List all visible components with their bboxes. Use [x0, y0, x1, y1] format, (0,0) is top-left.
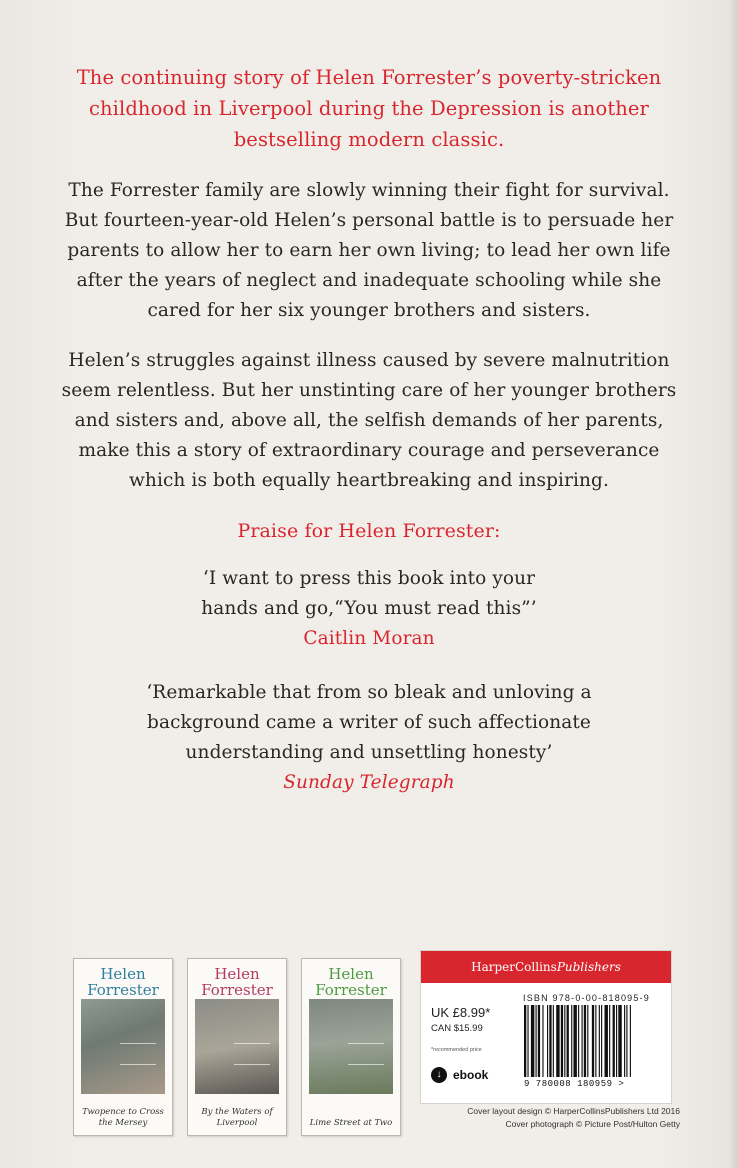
lead-line: childhood in Liverpool during the Depression is another	[89, 97, 649, 120]
author-first: Helen	[214, 965, 260, 983]
book-title	[190, 1107, 284, 1129]
cover-photo	[81, 999, 165, 1094]
barcode-bar	[626, 1005, 627, 1077]
author-first: Helen	[100, 965, 146, 983]
text-line: parents to allow her to earn her own living; to lead her own life	[67, 240, 671, 261]
isbn-label: ISBN 978-0-00-818095-9	[523, 993, 650, 1003]
photo-credit: Cover photograph © Picture Post/Hulton Getty	[505, 1119, 680, 1129]
book-title-line: Liverpool	[216, 1118, 258, 1128]
praise-quote-2	[60, 678, 678, 798]
description-paragraph-1	[60, 176, 678, 326]
barcode-bar	[561, 1005, 563, 1077]
text-line: which is both equally heartbreaking and inspiring.	[129, 470, 609, 491]
text-line: make this a story of extraordinary courage and perseverance	[78, 440, 660, 461]
quote-line: ‘Remarkable that from so bleak and unloving a	[146, 682, 592, 703]
text-line: after the years of neglect and inadequate schooling while she	[76, 270, 662, 291]
barcode-bar	[609, 1005, 610, 1077]
book-author	[188, 966, 286, 998]
barcode-bar	[549, 1005, 551, 1077]
description-paragraph-2	[60, 346, 678, 496]
ebook-label: ebook	[453, 1068, 489, 1082]
barcode-bar	[571, 1005, 572, 1077]
book-title-line: Twopence to Cross	[82, 1107, 164, 1117]
quote-line: understanding and unsettling honesty’	[185, 742, 553, 763]
book-thumbnail-3	[301, 958, 401, 1136]
barcode-bar	[599, 1005, 600, 1077]
lead-line: bestselling modern classic.	[233, 128, 505, 151]
cover-photo	[195, 999, 279, 1094]
cover-quote-block	[120, 1043, 156, 1065]
barcode-digits: 9 780008 180959 >	[524, 1079, 625, 1089]
barcode-bar	[624, 1005, 625, 1077]
lead-line: The continuing story of Helen Forrester’s poverty-stricken	[76, 66, 662, 89]
quote-line: ‘I want to press this book into your	[202, 568, 536, 589]
barcode-bar	[542, 1005, 543, 1077]
author-last: Forrester	[201, 981, 273, 999]
download-arrow-icon: ↓	[431, 1067, 447, 1083]
barcode-bar	[531, 1005, 534, 1077]
author-last: Forrester	[87, 981, 159, 999]
quote-line: background came a writer of such affectionate	[147, 712, 591, 733]
barcode-bar	[613, 1005, 615, 1077]
quote-source: Caitlin Moran	[303, 628, 435, 649]
publisher-name: HarperCollins	[471, 960, 557, 974]
quote-line: hands and go,“You must read this”’	[201, 598, 537, 619]
barcode-bar	[536, 1005, 537, 1077]
text-line: seem relentless. But her unstinting care of her younger brothers	[61, 380, 677, 401]
book-title-line: Lime Street at Two	[309, 1118, 393, 1128]
cover-credits	[420, 1105, 680, 1131]
book-title-line: the Mersey	[98, 1118, 148, 1128]
book-author	[74, 966, 172, 998]
barcode-bar	[592, 1005, 594, 1077]
back-cover-blurb	[60, 62, 678, 822]
publisher-band	[421, 951, 671, 983]
price-uk: UK £8.99*	[431, 1005, 491, 1020]
barcode-bar	[582, 1005, 583, 1077]
quote-source: Sunday Telegraph	[283, 772, 455, 793]
barcode-bar	[595, 1005, 596, 1077]
lead-paragraph	[60, 62, 678, 155]
ebook-badge	[431, 1067, 488, 1083]
book-title	[304, 1118, 398, 1129]
barcode-bar	[556, 1005, 559, 1077]
praise-quote-1	[60, 564, 678, 654]
praise-heading: Praise for Helen Forrester:	[237, 520, 501, 542]
text-line: The Forrester family are slowly winning their fight for survival.	[68, 180, 670, 201]
barcode-bar	[567, 1005, 569, 1077]
cover-quote-block	[348, 1043, 384, 1065]
book-title	[76, 1107, 170, 1129]
barcode-bar	[601, 1005, 602, 1077]
barcode-panel	[420, 950, 672, 1104]
book-thumbnail-1	[73, 958, 173, 1136]
author-first: Helen	[328, 965, 374, 983]
text-line: cared for her six younger brothers and sisters.	[147, 300, 591, 321]
text-line: Helen’s struggles against illness caused by severe malnutrition	[68, 350, 670, 371]
publisher-suffix: Publishers	[556, 960, 621, 974]
text-line: But fourteen-year-old Helen’s personal battle is to persuade her	[64, 210, 674, 231]
book-title-line: By the Waters of	[201, 1107, 273, 1117]
barcode-bar	[630, 1005, 631, 1077]
cover-photo	[309, 999, 393, 1094]
book-thumbnail-2	[187, 958, 287, 1136]
barcode-bar	[578, 1005, 579, 1077]
price-can: CAN $15.99	[431, 1023, 483, 1034]
barcode-bar	[573, 1005, 576, 1077]
barcode-bar	[618, 1005, 621, 1077]
spine-shadow	[728, 0, 738, 1168]
barcode	[524, 1005, 658, 1077]
layout-credit: Cover layout design © HarperCollinsPublishers Ltd 2016	[467, 1106, 680, 1116]
barcode-bar	[538, 1005, 540, 1077]
cover-quote-block	[234, 1043, 270, 1065]
barcode-bar	[553, 1005, 554, 1077]
price-note: *recommended price	[431, 1047, 482, 1053]
barcode-bar	[527, 1005, 528, 1077]
barcode-bar	[584, 1005, 586, 1077]
barcode-bar	[616, 1005, 617, 1077]
barcode-bar	[564, 1005, 565, 1077]
text-line: and sisters and, above all, the selfish demands of her parents,	[74, 410, 664, 431]
barcode-bar	[524, 1005, 526, 1077]
author-last: Forrester	[315, 981, 387, 999]
book-author	[302, 966, 400, 998]
barcode-bar	[587, 1005, 588, 1077]
barcode-bar	[547, 1005, 548, 1077]
barcode-bar	[605, 1005, 608, 1077]
